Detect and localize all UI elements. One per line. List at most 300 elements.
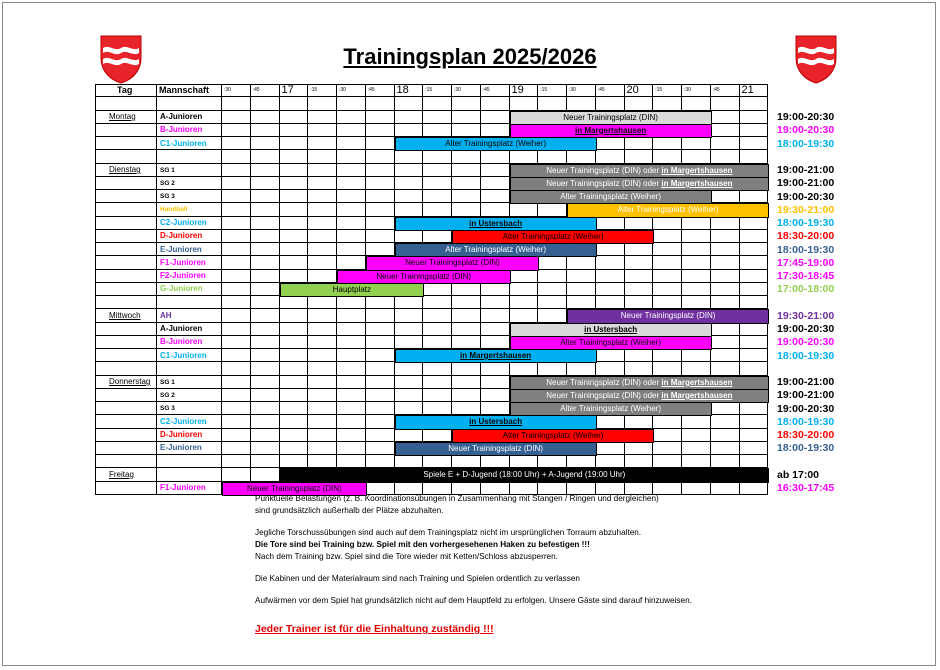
grid-cell xyxy=(251,389,280,402)
grid-cell xyxy=(251,217,280,230)
grid-cell xyxy=(251,256,280,269)
grid-cell xyxy=(682,455,711,468)
grid-cell xyxy=(538,203,567,216)
grid-cell xyxy=(337,415,366,428)
grid-cell xyxy=(395,111,424,124)
grid-cell xyxy=(452,203,481,216)
grid-cell xyxy=(740,256,769,269)
grid-cell xyxy=(95,283,157,296)
grid-cell xyxy=(481,203,510,216)
grid-cell xyxy=(222,389,251,402)
time-range: 17:00-18:00 xyxy=(777,283,835,296)
grid-cell xyxy=(280,402,309,415)
grid-cell xyxy=(711,217,740,230)
grid-cell xyxy=(337,442,366,455)
grid-cell xyxy=(423,190,452,203)
grid-cell xyxy=(157,362,222,375)
grid-cell xyxy=(95,150,157,163)
grid-cell xyxy=(740,402,769,415)
grid-cell xyxy=(251,323,280,336)
grid-cell xyxy=(711,336,740,349)
grid-cell xyxy=(95,323,157,336)
grid-cell xyxy=(538,455,567,468)
header-time: 19 xyxy=(511,84,524,96)
grid-cell xyxy=(308,309,337,322)
grid-cell xyxy=(625,97,654,110)
grid-cell xyxy=(395,402,424,415)
grid-cell xyxy=(222,230,251,243)
grid-cell xyxy=(625,270,654,283)
team-label: B-Junioren xyxy=(160,125,203,135)
header-time: :30 xyxy=(569,87,576,93)
schedule-bar xyxy=(567,309,769,323)
grid-cell xyxy=(308,111,337,124)
time-range: 19:30-21:00 xyxy=(777,309,835,322)
grid-cell xyxy=(222,429,251,442)
grid-cell xyxy=(481,309,510,322)
grid-cell xyxy=(308,190,337,203)
grid-cell xyxy=(740,230,769,243)
grid-cell xyxy=(653,455,682,468)
grid-cell xyxy=(538,283,567,296)
grid-cell xyxy=(366,415,395,428)
time-range: 18:00-19:30 xyxy=(777,442,835,455)
schedule-bar xyxy=(510,111,712,125)
grid-cell xyxy=(251,177,280,190)
grid-cell xyxy=(653,243,682,256)
grid-cell xyxy=(481,389,510,402)
team-label: G-Junioren xyxy=(160,284,203,294)
grid-cell xyxy=(395,455,424,468)
time-range: 18:00-19:30 xyxy=(777,137,835,150)
schedule-bar xyxy=(280,468,770,482)
time-range: 18:30-20:00 xyxy=(777,230,835,243)
grid-cell xyxy=(308,415,337,428)
time-range: 18:00-19:30 xyxy=(777,217,835,229)
grid-cell xyxy=(711,190,740,203)
grid-cell xyxy=(481,124,510,137)
grid-cell xyxy=(395,429,424,442)
time-range: 17:45-19:00 xyxy=(777,256,835,269)
grid-cell xyxy=(337,336,366,349)
grid-cell xyxy=(366,243,395,256)
time-range: 17:30-18:45 xyxy=(777,270,835,282)
grid-cell xyxy=(395,177,424,190)
grid-cell xyxy=(222,111,251,124)
grid-cell xyxy=(308,203,337,216)
team-label: C2-Junioren xyxy=(160,218,207,227)
grid-cell xyxy=(711,243,740,256)
grid-cell xyxy=(251,376,280,389)
grid-cell xyxy=(366,177,395,190)
grid-cell xyxy=(308,376,337,389)
grid-cell xyxy=(711,455,740,468)
grid-cell xyxy=(337,230,366,243)
time-range: 19:00-20:30 xyxy=(777,111,835,123)
grid-cell xyxy=(280,217,309,230)
grid-cell xyxy=(481,402,510,415)
grid-cell xyxy=(423,230,452,243)
bar-label: in Margertshausen xyxy=(460,351,532,360)
team-label: C2-Junioren xyxy=(160,416,207,426)
grid-cell xyxy=(280,164,309,177)
grid-cell xyxy=(596,283,625,296)
grid-cell xyxy=(95,336,157,349)
grid-cell xyxy=(222,309,251,322)
bar-label: in Ustersbach xyxy=(469,218,523,228)
grid-cell xyxy=(711,442,740,455)
grid-cell xyxy=(280,455,309,468)
grid-cell xyxy=(308,323,337,336)
grid-cell xyxy=(711,150,740,163)
time-range: 19:00-20:30 xyxy=(777,124,835,137)
grid-cell xyxy=(280,296,309,309)
grid-cell xyxy=(711,323,740,336)
bar-label: Neuer Trainingsplatz (DIN) xyxy=(247,483,342,493)
grid-cell xyxy=(222,376,251,389)
grid-cell xyxy=(567,283,596,296)
grid-cell xyxy=(308,270,337,283)
note-line: Nach dem Training bzw. Spiel sind die Tore wieder mit Ketten/Schloss abzusperren. xyxy=(255,552,558,561)
bar-label: in Ustersbach xyxy=(584,324,638,334)
grid-cell xyxy=(337,111,366,124)
grid-cell xyxy=(366,164,395,177)
grid-cell xyxy=(481,362,510,375)
grid-cell xyxy=(337,362,366,375)
grid-cell xyxy=(222,323,251,336)
grid-cell xyxy=(308,217,337,230)
grid-cell xyxy=(423,309,452,322)
grid-cell xyxy=(280,349,309,362)
grid-cell xyxy=(538,309,567,322)
grid-cell xyxy=(740,336,769,349)
grid-cell xyxy=(653,97,682,110)
grid-cell xyxy=(682,243,711,256)
grid-cell xyxy=(625,137,654,150)
grid-cell xyxy=(711,362,740,375)
grid-cell xyxy=(222,150,251,163)
grid-cell xyxy=(251,349,280,362)
grid-cell xyxy=(481,150,510,163)
grid-cell xyxy=(308,389,337,402)
grid-cell xyxy=(596,296,625,309)
grid-cell xyxy=(222,97,251,110)
grid-cell xyxy=(222,270,251,283)
grid-cell xyxy=(510,296,539,309)
grid-cell xyxy=(366,402,395,415)
grid-cell xyxy=(423,124,452,137)
grid-cell xyxy=(423,455,452,468)
schedule-bar xyxy=(395,243,597,257)
bar-label: Hauptplatz xyxy=(332,284,371,294)
schedule-bar xyxy=(510,376,770,390)
grid-cell xyxy=(653,217,682,230)
grid-cell xyxy=(280,190,309,203)
bar-label: Neuer Trainingsplatz (DIN) oder xyxy=(546,390,660,400)
grid-cell xyxy=(711,256,740,269)
grid-cell xyxy=(682,256,711,269)
grid-cell xyxy=(280,150,309,163)
grid-cell xyxy=(95,230,157,243)
grid-cell xyxy=(366,296,395,309)
note-line: Punktuelle Belastungen (z. B. Koordinationsübungen in Zusammenhang mit Stangen / Ringen und dergleichen) xyxy=(255,494,659,503)
grid-cell xyxy=(596,137,625,150)
grid-cell xyxy=(740,349,769,362)
grid-cell xyxy=(682,296,711,309)
team-label: A-Junioren xyxy=(160,112,203,121)
grid-cell xyxy=(423,203,452,216)
grid-cell xyxy=(596,256,625,269)
grid-cell xyxy=(337,137,366,150)
grid-cell xyxy=(452,455,481,468)
grid-cell xyxy=(366,455,395,468)
schedule-bar xyxy=(510,323,712,337)
grid-cell xyxy=(251,415,280,428)
schedule-bar xyxy=(452,429,654,443)
day-label: Dienstag xyxy=(109,165,141,174)
team-label: D-Junioren xyxy=(160,231,203,241)
grid-cell xyxy=(251,111,280,124)
grid-cell xyxy=(222,164,251,177)
schedule-bar xyxy=(395,137,597,151)
team-label: SG 2 xyxy=(160,179,175,187)
grid-cell xyxy=(222,296,251,309)
schedule-bar xyxy=(510,190,712,204)
grid-cell xyxy=(740,442,769,455)
grid-cell xyxy=(222,243,251,256)
bar-label: Neuer Trainingsplatz (DIN) oder xyxy=(546,377,660,387)
grid-cell xyxy=(740,415,769,428)
schedule-bar xyxy=(452,230,654,244)
grid-cell xyxy=(222,349,251,362)
grid-cell xyxy=(222,336,251,349)
team-label: SG 1 xyxy=(160,166,175,174)
note-line: Aufwärmen vor dem Spiel hat grundsätzlich nicht auf dem Hauptfeld zu erfolgen. Unsere Gäste sind darauf hinzuweisen. xyxy=(255,596,692,605)
grid-cell xyxy=(596,415,625,428)
time-range: 19:00-20:30 xyxy=(777,323,835,335)
grid-cell xyxy=(452,177,481,190)
grid-cell xyxy=(251,243,280,256)
note-line-bold: Die Tore sind bei Training bzw. Spiel mit den vorhergesehenen Haken zu befestigen !!! xyxy=(255,540,590,549)
bar-label: Neuer Trainingsplatz (DIN) oder xyxy=(546,178,660,188)
grid-cell xyxy=(625,150,654,163)
header-time: :30 xyxy=(454,87,461,93)
grid-cell xyxy=(366,389,395,402)
grid-cell xyxy=(95,217,157,230)
grid-cell xyxy=(711,415,740,428)
grid-cell xyxy=(481,164,510,177)
grid-cell xyxy=(625,243,654,256)
grid-cell xyxy=(308,97,337,110)
grid-cell xyxy=(337,429,366,442)
bar-label: Neuer Trainingsplatz (DIN) oder xyxy=(546,165,660,175)
grid-cell xyxy=(740,429,769,442)
grid-cell xyxy=(452,164,481,177)
grid-cell xyxy=(95,455,157,468)
grid-cell xyxy=(596,97,625,110)
grid-cell xyxy=(222,283,251,296)
grid-cell xyxy=(337,217,366,230)
grid-cell xyxy=(95,203,157,216)
time-range: 16:30-17:45 xyxy=(777,482,835,494)
grid-cell xyxy=(366,124,395,137)
schedule-bar xyxy=(280,283,425,297)
grid-cell xyxy=(366,230,395,243)
grid-cell xyxy=(596,150,625,163)
grid-cell xyxy=(280,177,309,190)
grid-cell xyxy=(538,256,567,269)
grid-cell xyxy=(653,349,682,362)
bar-label-secondary: in Margertshausen xyxy=(661,390,733,400)
grid-cell xyxy=(481,376,510,389)
grid-cell xyxy=(740,111,769,124)
grid-cell xyxy=(251,455,280,468)
grid-cell xyxy=(95,349,157,362)
header-time: 21 xyxy=(741,84,754,96)
schedule-bar xyxy=(366,256,540,270)
grid-cell xyxy=(452,150,481,163)
grid-cell xyxy=(682,137,711,150)
team-label: A-Junioren xyxy=(160,324,203,333)
grid-cell xyxy=(452,296,481,309)
grid-cell xyxy=(682,349,711,362)
grid-cell xyxy=(682,270,711,283)
grid-cell xyxy=(95,137,157,150)
grid-cell xyxy=(452,389,481,402)
bar-label: Alter Trainingsplatz (Weiher) xyxy=(445,245,547,254)
grid-cell xyxy=(280,415,309,428)
grid-cell xyxy=(251,309,280,322)
team-label: F1-Junioren xyxy=(160,483,206,492)
grid-cell xyxy=(452,323,481,336)
team-label: B-Junioren xyxy=(160,337,203,347)
grid-cell xyxy=(452,309,481,322)
bar-label: Alter Trainingsplatz (Weiher) xyxy=(560,404,662,413)
grid-cell xyxy=(653,230,682,243)
grid-cell xyxy=(395,376,424,389)
team-label: F1-Junioren xyxy=(160,257,206,267)
grid-cell xyxy=(423,97,452,110)
header-time: :45 xyxy=(597,87,605,93)
grid-cell xyxy=(423,389,452,402)
time-range: 19:00-20:30 xyxy=(777,190,835,203)
grid-cell xyxy=(423,296,452,309)
grid-cell xyxy=(423,402,452,415)
grid-cell xyxy=(308,256,337,269)
bar-label: Alter Trainingsplatz (Weiher) xyxy=(617,205,719,215)
grid-cell xyxy=(711,296,740,309)
grid-cell xyxy=(308,402,337,415)
grid-cell xyxy=(366,203,395,216)
grid-cell xyxy=(740,190,769,203)
grid-cell xyxy=(366,429,395,442)
team-label: SG 3 xyxy=(160,405,175,412)
note-line: Die Kabinen und der Materialraum sind nach Training und Spielen ordentlich zu verlassen xyxy=(255,574,580,583)
header-time: :45 xyxy=(712,87,720,93)
team-label: E-Junioren xyxy=(160,443,202,453)
grid-cell xyxy=(280,429,309,442)
grid-cell xyxy=(481,190,510,203)
grid-cell xyxy=(308,243,337,256)
grid-cell xyxy=(567,97,596,110)
grid-cell xyxy=(280,309,309,322)
grid-cell xyxy=(337,190,366,203)
grid-cell xyxy=(711,283,740,296)
header-time: :30 xyxy=(339,87,346,93)
grid-cell xyxy=(157,468,222,481)
grid-cell xyxy=(567,296,596,309)
grid-cell xyxy=(423,429,452,442)
team-label: C1-Junioren xyxy=(160,138,207,148)
grid-cell xyxy=(366,217,395,230)
grid-cell xyxy=(395,164,424,177)
time-range: 18:30-20:00 xyxy=(777,429,835,441)
grid-cell xyxy=(308,442,337,455)
grid-cell xyxy=(337,323,366,336)
grid-cell xyxy=(510,150,539,163)
grid-cell xyxy=(308,177,337,190)
grid-cell xyxy=(510,203,539,216)
grid-cell xyxy=(538,296,567,309)
grid-cell xyxy=(308,362,337,375)
grid-cell xyxy=(423,362,452,375)
grid-cell xyxy=(510,362,539,375)
grid-cell xyxy=(337,203,366,216)
grid-cell xyxy=(251,429,280,442)
grid-cell xyxy=(653,296,682,309)
trainer-warning: Jeder Trainer ist für die Einhaltung zuständig !!! xyxy=(255,623,494,635)
grid-cell xyxy=(337,455,366,468)
grid-cell xyxy=(740,362,769,375)
grid-cell xyxy=(251,442,280,455)
grid-cell xyxy=(222,190,251,203)
grid-cell xyxy=(682,362,711,375)
header-time: :45 xyxy=(252,87,260,93)
grid-cell xyxy=(337,256,366,269)
grid-cell xyxy=(452,97,481,110)
grid-cell xyxy=(95,482,157,495)
grid-cell xyxy=(222,455,251,468)
grid-cell xyxy=(538,362,567,375)
time-range: 19:00-21:00 xyxy=(777,164,835,176)
grid-cell xyxy=(481,323,510,336)
schedule-bar xyxy=(567,203,769,217)
grid-cell xyxy=(308,296,337,309)
schedule-bar xyxy=(510,402,712,416)
grid-cell xyxy=(481,296,510,309)
grid-cell xyxy=(423,336,452,349)
grid-cell xyxy=(711,402,740,415)
grid-cell xyxy=(510,455,539,468)
schedule-bar xyxy=(510,389,770,403)
grid-cell xyxy=(740,124,769,137)
time-range: 19:30-21:00 xyxy=(777,203,835,216)
grid-cell xyxy=(653,283,682,296)
grid-cell xyxy=(366,111,395,124)
grid-cell xyxy=(395,203,424,216)
grid-cell xyxy=(481,177,510,190)
time-range: 18:00-19:30 xyxy=(777,349,835,362)
grid-cell xyxy=(567,256,596,269)
grid-cell xyxy=(251,190,280,203)
schedule-bar xyxy=(337,270,511,284)
grid-cell xyxy=(95,362,157,375)
grid-cell xyxy=(423,376,452,389)
header-time: 20 xyxy=(626,84,639,96)
grid-cell xyxy=(157,150,222,163)
grid-cell xyxy=(366,190,395,203)
grid-cell xyxy=(740,270,769,283)
